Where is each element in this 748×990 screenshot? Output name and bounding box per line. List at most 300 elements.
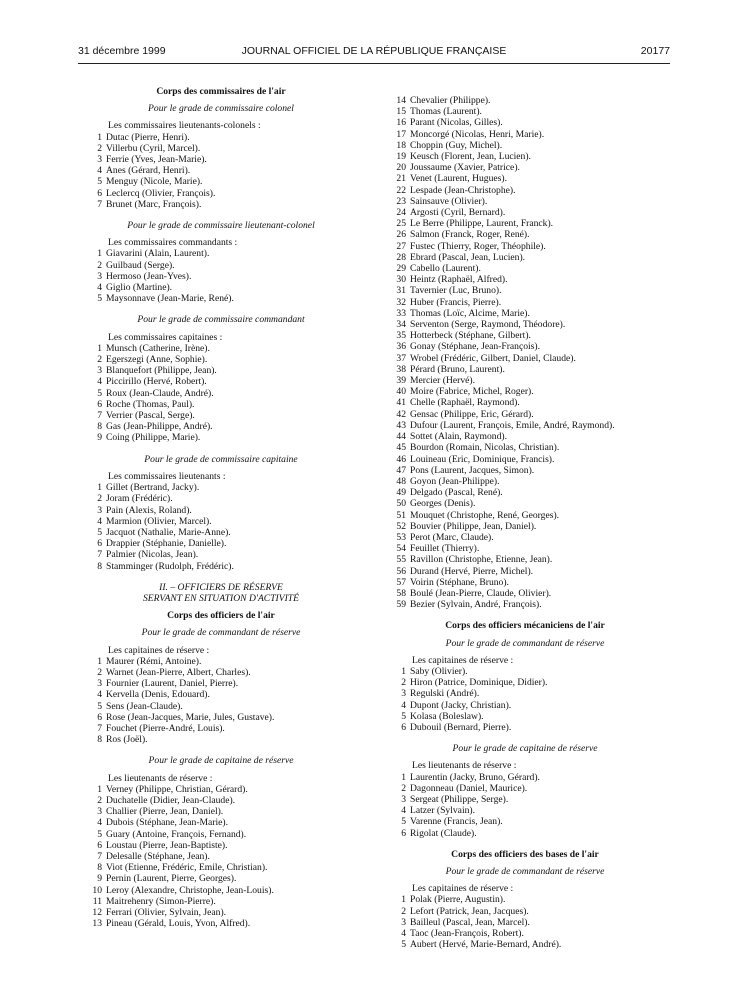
item-name: Giavarini (Alain, Laurent). [106, 248, 210, 260]
list-item [392, 577, 658, 588]
list-intro: Les capitaines de réserve : [108, 644, 210, 656]
list-item [392, 129, 658, 140]
list-item [392, 894, 658, 905]
item-number: 46 [396, 453, 406, 465]
item-number: 1 [97, 783, 102, 795]
item-name: Pérard (Bruno, Laurent). [410, 363, 505, 375]
list-item [88, 712, 354, 723]
item-number: 24 [396, 207, 406, 219]
grade-heading: Pour le grade de capitaine de réserve [452, 743, 598, 755]
list-item [88, 493, 354, 504]
list-item [88, 667, 354, 678]
section-heading-line: II. – OFFICIERS DE RÉSERVE [159, 581, 283, 593]
item-number: 4 [97, 689, 102, 701]
item-name: Dufour (Laurent, François, Emile, André, Raymond). [410, 419, 615, 431]
item-number: 42 [396, 408, 406, 420]
list-item [88, 376, 354, 387]
item-number: 7 [97, 198, 102, 210]
list-intro: Les commissaires commandants : [108, 237, 238, 249]
item-name: Sens (Jean-Claude). [106, 700, 183, 712]
item-number: 4 [97, 515, 102, 527]
list-item [88, 282, 354, 293]
item-number: 4 [401, 699, 406, 711]
item-name: Parant (Nicolas, Gilles). [410, 117, 503, 129]
list-item [392, 476, 658, 487]
item-number: 4 [97, 165, 102, 177]
item-name: Dubois (Stéphane, Jean-Marie). [106, 817, 229, 829]
item-number: 15 [396, 106, 406, 118]
item-number: 2 [97, 666, 102, 678]
item-number: 1 [401, 665, 406, 677]
section-title: Corps des officiers de l'air [167, 610, 275, 622]
item-name: Dupont (Jacky, Christian). [410, 699, 512, 711]
list-item [392, 772, 658, 783]
item-number: 2 [401, 677, 406, 689]
item-number: 30 [396, 274, 406, 286]
list-intro: Les capitaines de réserve : [412, 654, 514, 666]
list-item [392, 666, 658, 677]
list-item [88, 154, 354, 165]
list-item [88, 365, 354, 376]
list-item [88, 851, 354, 862]
item-number: 2 [97, 259, 102, 271]
item-name: Piccirillo (Hervé, Robert). [106, 376, 207, 388]
item-name: Huber (Francis, Pierre). [410, 296, 502, 308]
grade-heading: Pour le grade de commissaire capitaine [144, 453, 298, 465]
item-number: 3 [97, 678, 102, 690]
list-item [88, 354, 354, 365]
list-item [392, 783, 658, 794]
journal-title: JOURNAL OFFICIEL DE LA RÉPUBLIQUE FRANÇAISE [241, 45, 507, 57]
list-item [392, 566, 658, 577]
list-item [392, 353, 658, 364]
item-number: 56 [396, 565, 406, 577]
item-name: Bourdon (Romain, Nicolas, Christian). [410, 442, 560, 454]
list-item [392, 939, 658, 950]
list-item [392, 917, 658, 928]
list-item [392, 140, 658, 151]
item-number: 2 [97, 493, 102, 505]
item-name: Maysonnave (Jean-Marie, René). [106, 293, 234, 305]
list-item [392, 375, 658, 386]
list-item [392, 816, 658, 827]
item-number: 4 [401, 805, 406, 817]
list-item [392, 207, 658, 218]
item-name: Guilbaud (Serge). [106, 259, 175, 271]
item-name: Maurer (Rémi, Antoine). [106, 655, 202, 667]
item-name: Menguy (Nicole, Marie). [106, 176, 203, 188]
list-intro: Les commissaires lieutenants-colonels : [108, 120, 261, 132]
item-name: Salmon (Franck, Roger, René). [410, 229, 530, 241]
list-item [88, 271, 354, 282]
list-item [392, 274, 658, 285]
item-name: Wrobel (Frédéric, Gilbert, Daniel, Claude). [410, 352, 576, 364]
item-number: 44 [396, 431, 406, 443]
item-name: Moncorgé (Nicolas, Henri, Marie). [410, 128, 545, 140]
list-item [392, 521, 658, 532]
list-item [392, 722, 658, 733]
item-number: 3 [97, 806, 102, 818]
grade-heading: Pour le grade de commissaire commandant [137, 314, 305, 326]
item-name: Ros (Joël). [106, 734, 148, 746]
item-name: Tavernier (Luc, Bruno). [410, 285, 502, 297]
item-name: Thomas (Laurent). [410, 106, 482, 118]
list-item [88, 516, 354, 527]
item-name: Argosti (Cyril, Bernard). [410, 207, 506, 219]
item-name: Munsch (Catherine, Irène). [106, 342, 210, 354]
name-list [88, 343, 354, 444]
list-item [88, 918, 354, 929]
list-item [392, 341, 658, 352]
item-number: 8 [97, 734, 102, 746]
list-item [392, 95, 658, 106]
item-number: 5 [97, 387, 102, 399]
item-name: Roux (Jean-Claude, André). [106, 387, 214, 399]
item-number: 22 [396, 184, 406, 196]
name-list [88, 482, 354, 572]
list-item [392, 554, 658, 565]
item-number: 2 [97, 142, 102, 154]
list-item [88, 678, 354, 689]
item-number: 51 [396, 509, 406, 521]
item-number: 3 [401, 916, 406, 928]
item-number: 21 [396, 173, 406, 185]
item-number: 27 [396, 240, 406, 252]
name-list [88, 784, 354, 930]
item-name: Perot (Marc, Claude). [410, 531, 494, 543]
list-item [392, 487, 658, 498]
item-number: 57 [396, 576, 406, 588]
grade-heading: Pour le grade de commandant de réserve [445, 866, 605, 877]
item-number: 2 [401, 782, 406, 794]
item-number: 1 [97, 131, 102, 143]
list-intro: Les capitaines de réserve : [412, 883, 514, 895]
item-name: Kervella (Denis, Edouard). [106, 689, 210, 701]
list-item [88, 188, 354, 199]
right-column [392, 95, 658, 950]
list-item [88, 549, 354, 560]
item-name: Villerbu (Cyril, Marcel). [106, 142, 201, 154]
item-name: Fustec (Thierry, Roger, Théophile). [410, 240, 546, 252]
item-name: Pineau (Gérald, Louis, Yvon, Alfred). [106, 918, 251, 930]
item-number: 7 [97, 722, 102, 734]
item-name: Dutac (Pierre, Henri). [106, 131, 190, 143]
list-item [392, 330, 658, 341]
list-item [88, 723, 354, 734]
item-name: Loustau (Pierre, Jean-Baptiste). [106, 839, 228, 851]
item-number: 6 [97, 538, 102, 550]
item-number: 2 [401, 905, 406, 917]
list-item [88, 734, 354, 745]
item-number: 6 [401, 721, 406, 733]
item-number: 6 [97, 187, 102, 199]
list-item [88, 527, 354, 538]
item-name: Laurentin (Jacky, Bruno, Gérard). [410, 771, 540, 783]
list-item [88, 248, 354, 259]
list-item [392, 151, 658, 162]
grade-heading: Pour le grade de commandant de réserve [141, 627, 301, 639]
item-number: 2 [97, 794, 102, 806]
item-name: Latzer (Sylvain). [410, 805, 475, 817]
list-item [392, 297, 658, 308]
list-item [88, 538, 354, 549]
list-item [88, 862, 354, 873]
item-name: Ferrie (Yves, Jean-Marie). [106, 154, 207, 166]
item-name: Durand (Hervé, Pierre, Michel). [410, 565, 534, 577]
list-item [392, 162, 658, 173]
item-name: Egerszegi (Anne, Sophie). [106, 354, 208, 366]
item-number: 7 [97, 410, 102, 422]
item-name: Jacquot (Nathalie, Marie-Anne). [106, 526, 231, 538]
list-item [392, 229, 658, 240]
item-number: 3 [97, 504, 102, 516]
item-name: Palmier (Nicolas, Jean). [106, 549, 199, 561]
list-item [392, 794, 658, 805]
list-item [88, 885, 354, 896]
item-number: 38 [396, 363, 406, 375]
list-item [88, 656, 354, 667]
item-name: Ebrard (Pascal, Jean, Lucien). [410, 251, 526, 263]
item-name: Aubert (Hervé, Marie-Bernard, André). [410, 939, 562, 951]
item-name: Anes (Gérard, Henri). [106, 165, 191, 177]
item-name: Taoc (Jean-François, Robert). [410, 928, 524, 940]
item-number: 1 [401, 771, 406, 783]
item-number: 4 [401, 928, 406, 940]
item-number: 19 [396, 151, 406, 163]
left-column [88, 86, 354, 929]
list-item [88, 817, 354, 828]
item-name: Chevalier (Philippe). [410, 95, 491, 106]
item-number: 5 [97, 293, 102, 305]
item-name: Varenne (Francis, Jean). [410, 816, 503, 828]
item-name: Saby (Olivier). [410, 665, 468, 677]
list-item [392, 241, 658, 252]
item-name: Feuillet (Thierry). [410, 543, 480, 555]
item-number: 23 [396, 195, 406, 207]
list-item [88, 260, 354, 271]
item-name: Giglio (Martine). [106, 282, 173, 294]
item-number: 28 [396, 251, 406, 263]
list-item [392, 431, 658, 442]
item-name: Mouquet (Christophe, René, Georges). [410, 509, 560, 521]
list-item [88, 432, 354, 443]
item-number: 33 [396, 307, 406, 319]
item-number: 55 [396, 554, 406, 566]
item-number: 47 [396, 464, 406, 476]
list-item [88, 561, 354, 572]
list-item [392, 386, 658, 397]
list-item [88, 399, 354, 410]
item-number: 59 [396, 599, 406, 611]
item-name: Roche (Thomas, Paul). [106, 398, 195, 410]
item-number: 6 [97, 839, 102, 851]
item-name: Delgado (Pascal, René). [410, 487, 503, 499]
item-number: 3 [97, 154, 102, 166]
list-item [392, 106, 658, 117]
item-number: 5 [401, 816, 406, 828]
item-number: 3 [97, 270, 102, 282]
item-name: Choppin (Guy, Michel). [410, 139, 503, 151]
item-number: 8 [97, 862, 102, 874]
item-name: Georges (Denis). [410, 498, 476, 510]
section-title: Corps des officiers des bases de l'air [451, 848, 599, 860]
item-number: 5 [401, 939, 406, 951]
item-number: 43 [396, 419, 406, 431]
item-number: 50 [396, 498, 406, 510]
list-item [88, 143, 354, 154]
list-item [392, 928, 658, 939]
list-item [392, 364, 658, 375]
list-item [392, 454, 658, 465]
list-item [88, 388, 354, 399]
item-name: Pons (Laurent, Jacques, Simon). [410, 464, 535, 476]
item-name: Cabello (Laurent). [410, 263, 481, 275]
item-number: 1 [97, 248, 102, 260]
item-number: 6 [97, 398, 102, 410]
item-number: 18 [396, 139, 406, 151]
list-item [392, 442, 658, 453]
name-list [392, 772, 658, 839]
item-number: 7 [97, 850, 102, 862]
item-name: Le Berre (Philippe, Laurent, Franck). [410, 218, 554, 230]
item-number: 35 [396, 330, 406, 342]
list-item [88, 907, 354, 918]
name-list [392, 95, 658, 610]
item-number: 4 [97, 282, 102, 294]
list-item [392, 498, 658, 509]
item-number: 29 [396, 263, 406, 275]
item-number: 3 [401, 793, 406, 805]
item-number: 13 [92, 918, 102, 930]
item-name: Lespade (Jean-Christophe). [410, 184, 516, 196]
item-number: 31 [396, 285, 406, 297]
list-item [392, 599, 658, 610]
item-number: 54 [396, 543, 406, 555]
name-list [392, 666, 658, 733]
item-name: Hermoso (Jean-Yves). [106, 270, 192, 282]
list-item [88, 293, 354, 304]
item-name: Leroy (Alexandre, Christophe, Jean-Louis). [106, 884, 274, 896]
name-list [392, 894, 658, 950]
list-item [88, 199, 354, 210]
item-name: Guary (Antoine, François, Fernand). [106, 828, 247, 840]
list-item [392, 173, 658, 184]
item-name: Sergeat (Philippe, Serge). [410, 793, 509, 805]
list-item [392, 805, 658, 816]
item-number: 8 [97, 560, 102, 572]
item-number: 45 [396, 442, 406, 454]
item-name: Hotterbeck (Stéphane, Gilbert). [410, 330, 531, 342]
item-name: Regulski (André). [410, 688, 480, 700]
list-intro: Les commissaires lieutenants : [108, 470, 226, 482]
header-date: 31 décembre 1999 [78, 45, 166, 57]
item-number: 7 [97, 549, 102, 561]
item-name: Blanquefort (Philippe, Jean). [106, 365, 217, 377]
item-name: Drappier (Stéphanie, Danielle). [106, 538, 227, 550]
list-item [392, 218, 658, 229]
item-name: Verney (Philippe, Christian, Gérard). [106, 783, 248, 795]
grade-heading: Pour le grade de commissaire colonel [148, 103, 294, 115]
item-number: 11 [92, 895, 102, 907]
section-title: Corps des commissaires de l'air [156, 86, 286, 97]
item-name: Fournier (Laurent, Daniel, Pierre). [106, 678, 239, 690]
list-item [88, 410, 354, 421]
item-number: 34 [396, 319, 406, 331]
list-item [88, 806, 354, 817]
item-name: Heintz (Raphaël, Alfred). [410, 274, 508, 286]
list-item [392, 688, 658, 699]
item-name: Sainsauve (Olivier). [410, 195, 488, 207]
item-name: Joussaume (Xavier, Patrice). [410, 162, 520, 174]
item-number: 5 [97, 828, 102, 840]
item-number: 14 [396, 95, 406, 106]
list-item [88, 840, 354, 851]
item-name: Duchatelle (Didier, Jean-Claude). [106, 794, 236, 806]
list-item [88, 132, 354, 143]
list-item [392, 252, 658, 263]
item-name: Gonay (Stéphane, Jean-François). [410, 341, 541, 353]
list-item [88, 505, 354, 516]
item-name: Hiron (Patrice, Dominique, Didier). [410, 677, 548, 689]
item-number: 8 [97, 421, 102, 433]
item-number: 5 [401, 710, 406, 722]
section-heading-line: SERVANT EN SITUATION D'ACTIVITÉ [142, 592, 299, 604]
item-name: Venet (Laurent, Hugues). [410, 173, 507, 185]
list-item [392, 308, 658, 319]
item-number: 49 [396, 487, 406, 499]
list-item [88, 421, 354, 432]
list-item [392, 319, 658, 330]
list-item [392, 543, 658, 554]
list-item [392, 828, 658, 839]
list-item [88, 343, 354, 354]
item-number: 48 [396, 475, 406, 487]
item-name: Marmion (Olivier, Marcel). [106, 515, 212, 527]
item-number: 20 [396, 162, 406, 174]
item-name: Goyon (Jean-Philippe). [410, 475, 500, 487]
item-number: 25 [396, 218, 406, 230]
item-name: Polak (Pierre, Augustin). [410, 894, 506, 906]
item-name: Boulé (Jean-Pierre, Claude, Olivier). [410, 587, 552, 599]
list-item [88, 896, 354, 907]
item-number: 12 [92, 907, 102, 918]
list-item [392, 285, 658, 296]
item-name: Verrier (Pascal, Serge). [106, 410, 195, 422]
item-number: 5 [97, 526, 102, 538]
list-intro: Les commissaires capitaines : [108, 331, 223, 343]
item-number: 3 [401, 688, 406, 700]
header-rule [78, 63, 670, 64]
list-item [392, 906, 658, 917]
list-intro: Les lieutenants de réserve : [108, 772, 213, 784]
item-name: Bezier (Sylvain, André, François). [410, 599, 542, 611]
item-name: Maitrehenry (Simon-Pierre). [106, 895, 216, 907]
list-item [88, 701, 354, 712]
item-name: Thomas (Loïc, Alcime, Marie). [410, 307, 530, 319]
grade-heading: Pour le grade de commandant de réserve [445, 637, 605, 649]
item-name: Joram (Frédéric). [106, 493, 173, 505]
name-list [88, 248, 354, 304]
list-item [392, 465, 658, 476]
list-item [392, 677, 658, 688]
item-number: 5 [97, 700, 102, 712]
item-name: Kolasa (Boleslaw). [410, 710, 484, 722]
list-item [88, 689, 354, 700]
item-name: Louineau (Eric, Dominique, Francis). [410, 453, 555, 465]
item-number: 37 [396, 352, 406, 364]
item-name: Mercier (Hervé). [410, 375, 475, 387]
item-number: 1 [401, 894, 406, 906]
